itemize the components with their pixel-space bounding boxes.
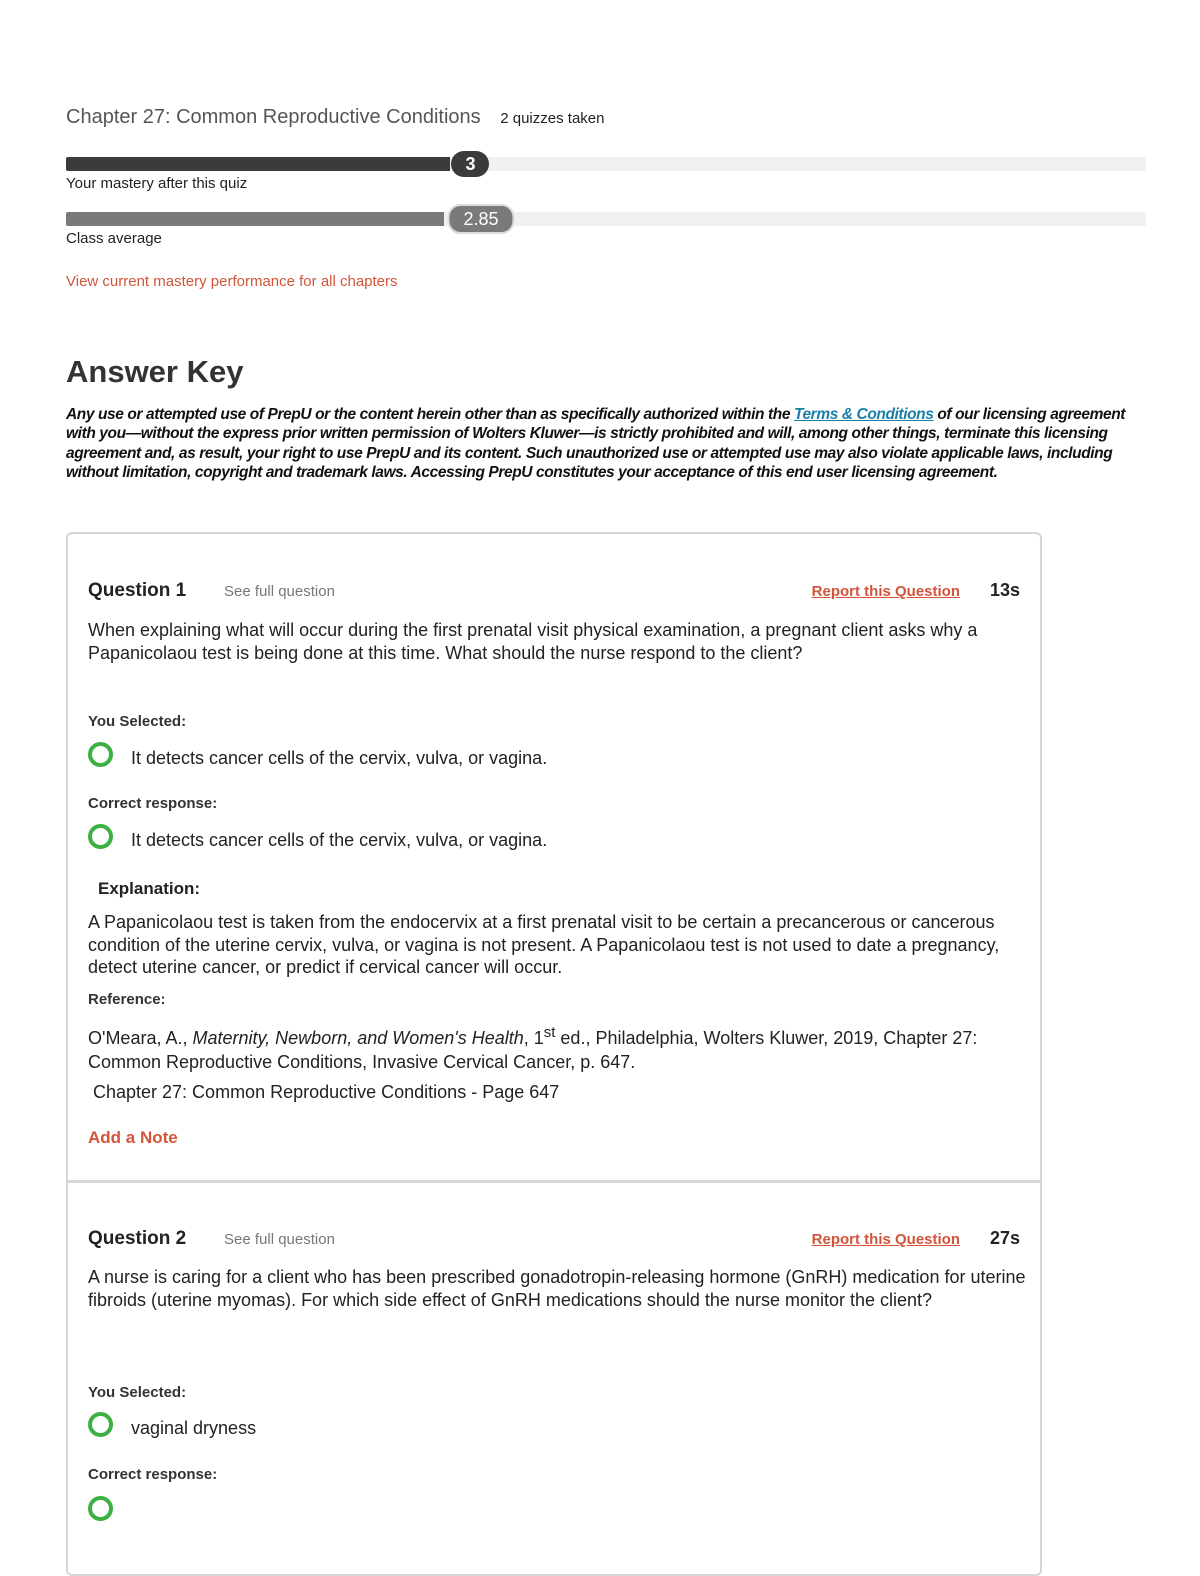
terms-conditions-link[interactable]: Terms & Conditions bbox=[793, 406, 934, 423]
disclaimer-text-before: Any use or attempted use of PrepU or the content herein other than as specifically authorized within the bbox=[66, 406, 794, 423]
page-reference: Chapter 27: Common Reproductive Conditions - Page 647 bbox=[93, 1082, 560, 1102]
see-full-question-link[interactable]: See full question bbox=[224, 1231, 335, 1248]
explanation-label: Explanation: bbox=[98, 879, 201, 898]
view-mastery-link[interactable]: View current mastery performance for all chapters bbox=[66, 273, 398, 290]
correct-circle-icon bbox=[88, 742, 113, 767]
ref-author: O'Meara, A., bbox=[88, 1028, 193, 1048]
correct-circle-icon bbox=[88, 1496, 113, 1521]
see-full-question-link[interactable]: See full question bbox=[224, 583, 335, 600]
time-spent: 27s bbox=[989, 1228, 1020, 1248]
question-2-header bbox=[88, 1228, 1020, 1254]
mastery-value-badge: 3 bbox=[451, 151, 489, 177]
chapter-title-text: Chapter 27: Common Reproductive Conditions bbox=[66, 106, 481, 128]
correct-response-label: Correct response: bbox=[88, 1466, 218, 1483]
question-number: Question 2 bbox=[88, 1228, 187, 1249]
mastery-fill bbox=[66, 157, 450, 171]
ref-book-title: Maternity, Newborn, and Women's Health bbox=[192, 1028, 524, 1048]
quizzes-taken: 2 quizzes taken bbox=[500, 110, 605, 127]
question-text: A nurse is caring for a client who has been prescribed gonadotropin-releasing hormone (GnRH) medication for uterine fibroids (uterine myomas). For which side effect of GnRH medications should the nurse monitor the client? bbox=[88, 1267, 1026, 1310]
answer-key-heading: Answer Key bbox=[66, 354, 244, 389]
you-selected-label: You Selected: bbox=[88, 1384, 187, 1401]
you-selected-label: You Selected: bbox=[88, 713, 187, 730]
selected-answer-text: It detects cancer cells of the cervix, vulva, or vagina. bbox=[131, 748, 548, 768]
questions-card bbox=[66, 532, 1042, 1576]
add-note-link[interactable]: Add a Note bbox=[88, 1128, 178, 1147]
correct-circle-icon bbox=[88, 824, 113, 849]
time-spent: 13s bbox=[989, 580, 1020, 600]
explanation-text: A Papanicolaou test is taken from the endocervix at a first prenatal visit to be certain a precancerous or cancerous condition of the uterine cervix, vulva, or vagina is not present. A Papanicolaou test is not used to date a pregnancy, detect uterine cancer, or predict if cervical cancer will occur. bbox=[88, 912, 1000, 977]
question-divider bbox=[68, 1180, 1040, 1183]
correct-response-label: Correct response: bbox=[88, 795, 218, 812]
report-question-link[interactable]: Report this Question bbox=[811, 583, 960, 600]
correct-answer-text: It detects cancer cells of the cervix, vulva, or vagina. bbox=[131, 830, 548, 850]
class-fill bbox=[66, 212, 444, 226]
chapter-title bbox=[66, 106, 604, 129]
class-value-badge: 2.85 bbox=[447, 204, 514, 234]
ref-details: ed., Philadelphia, Wolters Kluwer, 2019, Chapter 27: Common Reproductive Conditions, Invasive Cervical Cancer, p. 647. bbox=[88, 1028, 978, 1072]
reference-text bbox=[88, 1021, 1028, 1074]
selected-answer-text: vaginal dryness bbox=[131, 1418, 257, 1438]
class-label: Class average bbox=[66, 230, 162, 247]
correct-circle-icon bbox=[88, 1412, 113, 1437]
ref-edition-suffix: st bbox=[543, 1024, 556, 1041]
question-text: When explaining what will occur during the first prenatal visit physical examination, a pregnant client asks why a Papanicolaou test is being done at this time. What should the nurse respond to the client? bbox=[88, 620, 978, 663]
question-number: Question 1 bbox=[88, 580, 187, 601]
mastery-label: Your mastery after this quiz bbox=[66, 175, 248, 192]
question-1-header bbox=[88, 580, 1020, 606]
license-disclaimer bbox=[66, 405, 1126, 482]
report-question-link[interactable]: Report this Question bbox=[811, 1231, 960, 1248]
disclaimer-text-after: of our licensing agreement with you—without the express prior written permission of Wolters Kluwer—is strictly prohibited and will, among other things, terminate this licensing agreement and, as result, your right to use PrepU and its content. Such unauthorized use or attempted use may also violate applicable laws, including without limitation, copyright and trademark laws. Accessing PrepU constitutes your acceptance of this end user licensing agreement. bbox=[66, 406, 1126, 481]
reference-label: Reference: bbox=[88, 991, 166, 1008]
ref-edition: , 1 bbox=[523, 1028, 544, 1048]
